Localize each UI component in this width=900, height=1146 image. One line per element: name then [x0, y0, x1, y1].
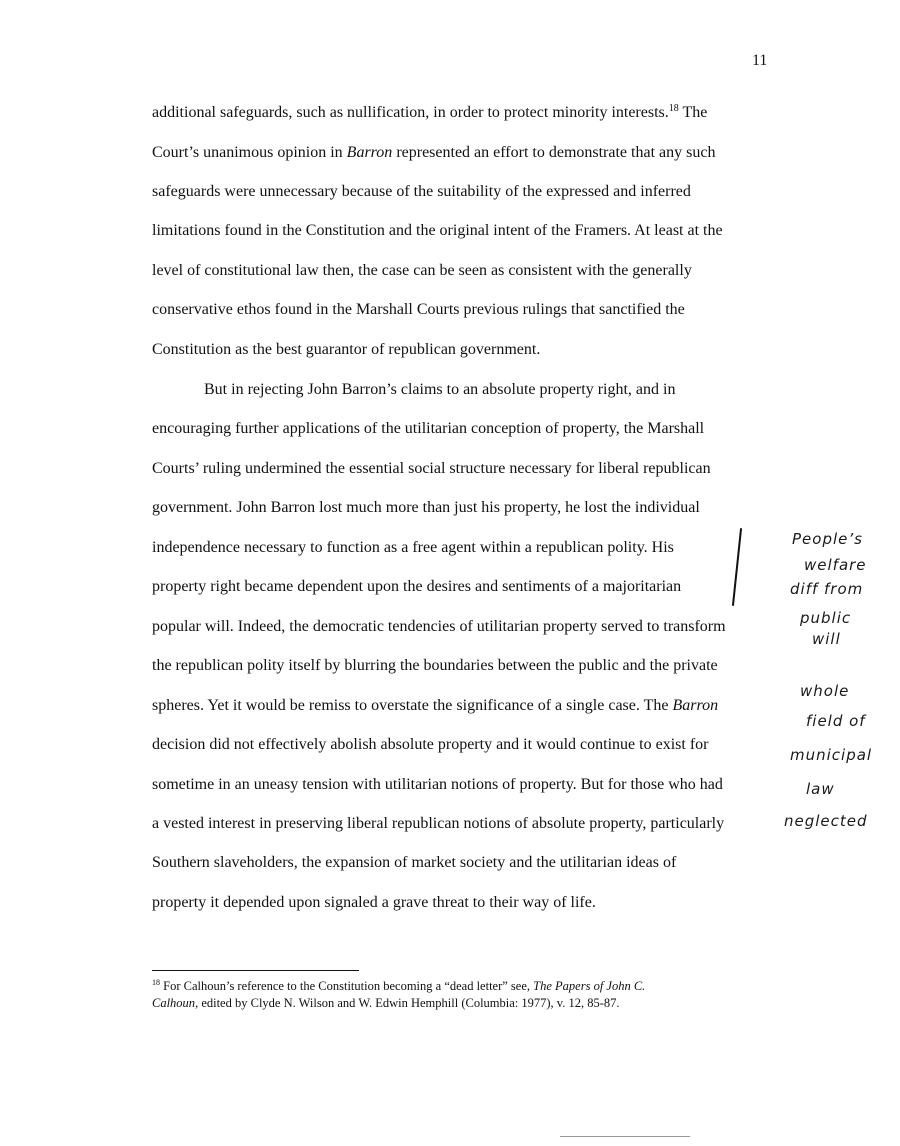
handwritten-note: diff from — [790, 580, 864, 598]
margin-bracket — [732, 528, 742, 606]
page-number: 11 — [752, 52, 768, 69]
body-line: the republican polity itself by blurring the boundaries between the public and the private — [152, 657, 718, 674]
body-line: independence necessary to function as a free agent within a republican polity. His — [152, 539, 674, 556]
body-line: But in rejecting John Barron’s claims to an absolute property right, and in — [204, 381, 676, 398]
footnote-reference: 18 — [668, 103, 679, 114]
body-line: Court’s unanimous opinion in Barron represented an effort to demonstrate that any such — [152, 144, 716, 161]
body-line: limitations found in the Constitution and the original intent of the Framers. At least at the — [152, 222, 723, 239]
body-line: a vested interest in preserving liberal republican notions of absolute property, particularly — [152, 815, 725, 832]
handwritten-note: whole — [800, 682, 850, 700]
body-line: sometime in an uneasy tension with utilitarian notions of property. But for those who had — [152, 776, 723, 793]
handwritten-note: People’s — [792, 530, 863, 548]
body-line: spheres. Yet it would be remiss to overstate the significance of a single case. The Barron — [152, 697, 719, 714]
footnote-marker: 18 — [152, 978, 160, 987]
body-line: decision did not effectively abolish absolute property and it would continue to exist for — [152, 736, 709, 753]
body-line: property it depended upon signaled a grave threat to their way of life. — [152, 894, 596, 911]
handwritten-note: neglected — [784, 812, 868, 830]
handwritten-note: field of — [806, 712, 866, 730]
handwritten-note: will — [812, 630, 841, 648]
handwritten-note: law — [806, 780, 835, 798]
footnote-line-1: $^{18}$ For Calhoun’s reference to the Constitution becoming a “dead letter” see, The Papers of John C. — [152, 978, 646, 993]
scan-mark — [560, 1136, 690, 1137]
body-line: level of constitutional law then, the case can be seen as consistent with the generally — [152, 262, 692, 279]
footnote-rule — [152, 970, 359, 971]
body-line: property right became dependent upon the desires and sentiments of a majoritarian — [152, 578, 682, 595]
body-line: safeguards were unnecessary because of the suitability of the expressed and inferred — [152, 183, 691, 200]
handwritten-note: welfare — [804, 556, 867, 574]
body-line: conservative ethos found in the Marshall Courts previous rulings that sanctified the — [152, 301, 685, 318]
body-line: government. John Barron lost much more than just his property, he lost the individual — [152, 499, 700, 516]
body-line: Constitution as the best guarantor of republican government. — [152, 341, 541, 358]
footnote-line-2: Calhoun, edited by Clyde N. Wilson and W. Edwin Hemphill (Columbia: 1977), v. 12, 85-87. — [152, 996, 620, 1010]
body-line: additional safeguards, such as nullification, in order to protect minority interests.$^{18}$ The — [152, 103, 708, 121]
body-line: Courts’ ruling undermined the essential social structure necessary for liberal republican — [152, 460, 711, 477]
body-line: encouraging further applications of the utilitarian conception of property, the Marshall — [152, 420, 705, 437]
handwritten-note: public — [800, 609, 852, 627]
handwritten-note: municipal — [790, 746, 873, 764]
body-line: popular will. Indeed, the democratic tendencies of utilitarian property served to transform — [152, 618, 726, 635]
body-line: Southern slaveholders, the expansion of market society and the utilitarian ideas of — [152, 854, 677, 871]
